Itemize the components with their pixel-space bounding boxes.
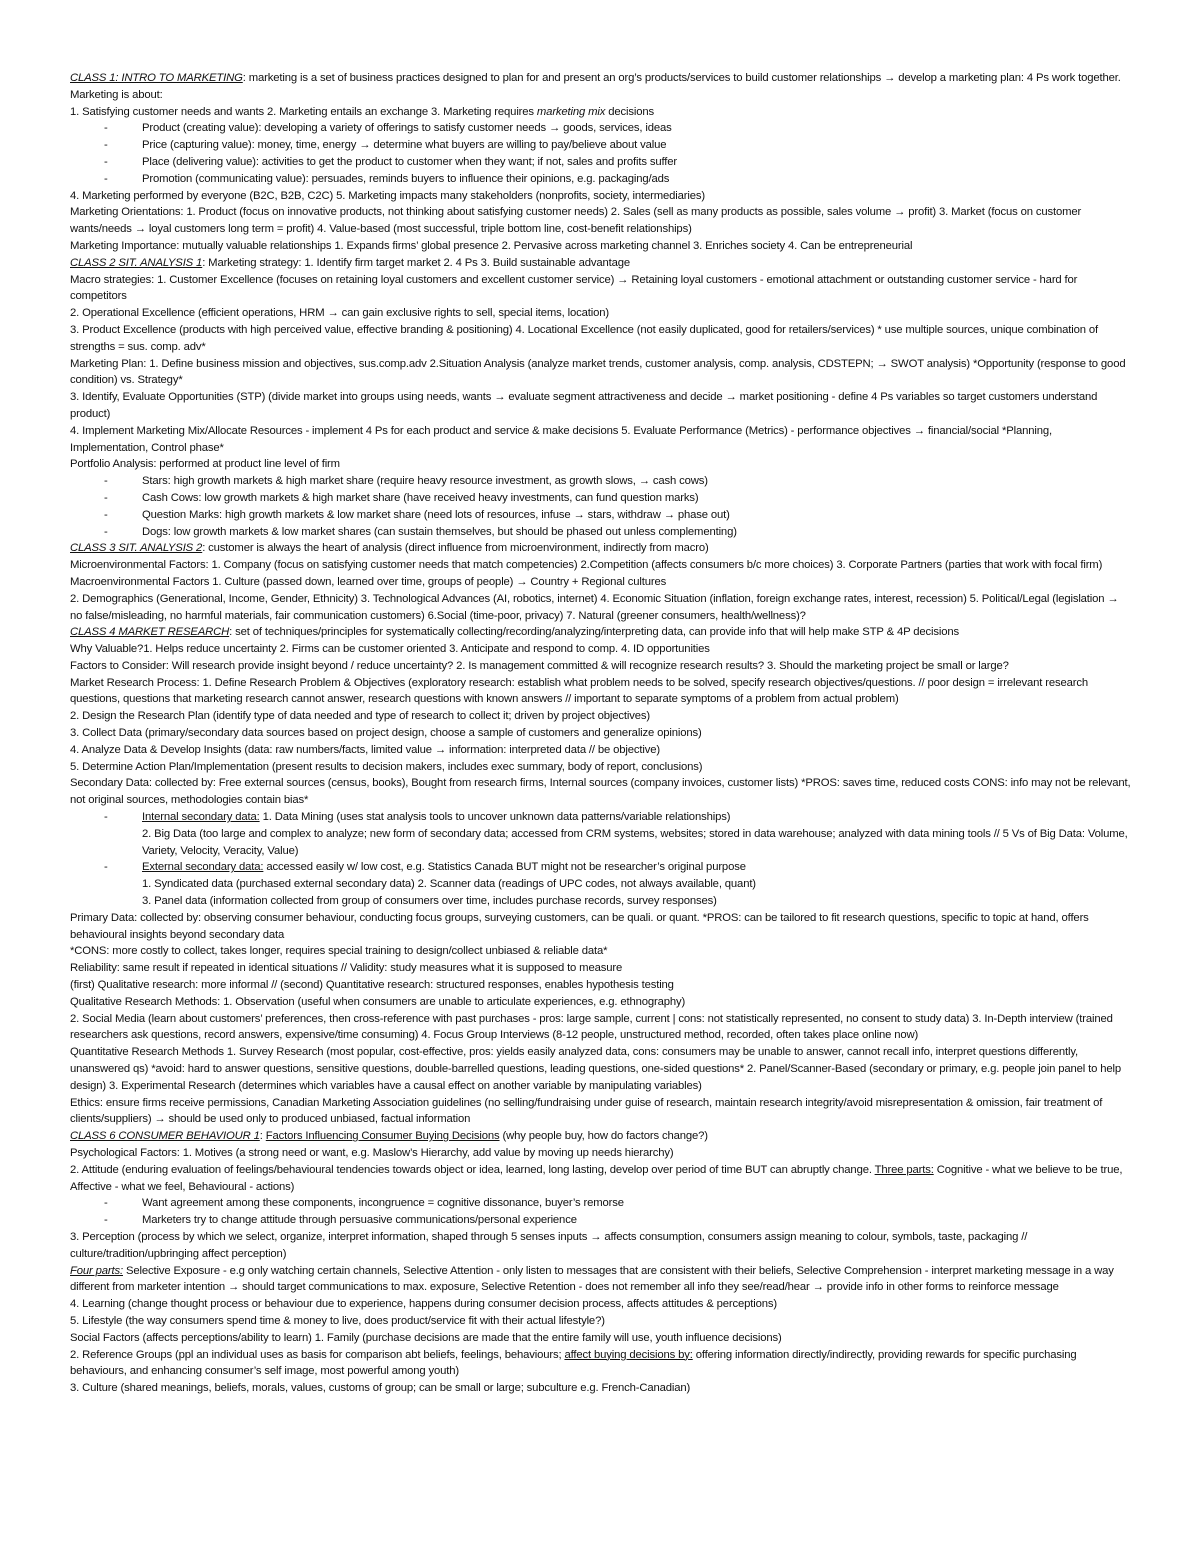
emphasized-text: Four parts: xyxy=(70,1264,123,1277)
emphasized-text: CLASS 3 SIT. ANALYSIS 2 xyxy=(70,542,203,555)
text-run: Place (delivering value): activities to get the product to customer when they want; if not, sales and profits suffer xyxy=(142,155,677,168)
paragraph xyxy=(70,574,1132,591)
paragraph xyxy=(70,977,1132,994)
paragraph xyxy=(70,658,1132,675)
text-run: (first) Qualitative research: more informal // (second) Quantitative research: structured responses, enables hypothesis testing xyxy=(70,979,674,992)
text-run: 3. Panel data (information collected from group of consumers over time, includes purchase records, survey responses) xyxy=(142,895,717,908)
text-run: 2. Operational Excellence (efficient operations, HRM → can gain exclusive rights to sell, special items, location) xyxy=(70,307,610,320)
text-run: 5. Determine Action Plan/Implementation (present results to decision makers, includes exec summary, body of report, conclusions) xyxy=(70,760,703,773)
paragraph xyxy=(70,322,1132,356)
text-run: 4. Implement Marketing Mix/Allocate Resources - implement 4 Ps for each product and service & make decisions 5. Evaluate Performance (Metrics) - performance objectives → financial/social *Planning, Implementation, Control phase* xyxy=(70,424,1052,454)
emphasized-text: CLASS 2 SIT. ANALYSIS 1 xyxy=(70,256,203,269)
paragraph xyxy=(70,591,1132,625)
text-run: 5. Lifestyle (the way consumers spend time & money to live, does product/service fit with their actual lifestyle?) xyxy=(70,1314,605,1327)
indented-paragraph xyxy=(70,826,1132,860)
bullet-item xyxy=(70,171,1132,188)
text-run: Qualitative Research Methods: 1. Observation (useful when consumers are unable to articulate experiences, e.g. ethnography) xyxy=(70,995,686,1008)
text-run: Marketing Importance: mutually valuable relationships 1. Expands firms’ global presence 2. Pervasive across marketing channel 3. Enriches society 4. Can be entrepreneurial xyxy=(70,239,913,252)
emphasized-text: affect buying decisions by: xyxy=(564,1348,693,1361)
text-run: Promotion (communicating value): persuades, reminds buyers to influence their opinions, e.g. packaging/ads xyxy=(142,172,670,185)
text-run: 3. Identify, Evaluate Opportunities (STP) (divide market into groups using needs, wants → evaluate segment attractiveness and decide → market positioning - define 4 Ps variables so target customers understand product) xyxy=(70,391,1098,420)
text-run: Macro strategies: 1. Customer Excellence (focuses on retaining loyal customers and excellent customer service) → Retaining loyal customers - emotional attachment or outstanding customer service - hard for competitors xyxy=(70,273,1078,303)
text-run: 4. Marketing performed by everyone (B2C, B2B, C2C) 5. Marketing impacts many stakeholders (nonprofits, society, intermediaries) xyxy=(70,189,705,202)
text-run: 4. Learning (change thought process or behaviour due to experience, happens during consumer decision process, affects attitudes & perceptions) xyxy=(70,1298,777,1311)
paragraph xyxy=(70,204,1132,238)
bullet-item xyxy=(70,859,1132,876)
text-run: offering information directly/indirectly, providing rewards for specific purchasing behaviours, and enhancing consumer’s self image, most powerful among youth) xyxy=(70,1348,1077,1378)
bullet-item xyxy=(70,490,1132,507)
paragraph xyxy=(70,725,1132,742)
emphasized-text: marketing mix xyxy=(536,105,606,118)
emphasized-text: CLASS 6 CONSUMER BEHAVIOUR 1 xyxy=(70,1130,260,1143)
bullet-item xyxy=(70,154,1132,171)
emphasized-text: CLASS 1: INTRO TO MARKETING xyxy=(70,72,243,84)
bullet-item xyxy=(70,1195,1132,1212)
text-run: : Marketing strategy: 1. Identify firm target market 2. 4 Ps 3. Build sustainable advantage xyxy=(202,256,630,269)
paragraph xyxy=(70,960,1132,977)
paragraph xyxy=(70,775,1132,809)
text-run: Psychological Factors: 1. Motives (a strong need or want, e.g. Maslow’s Hierarchy, add value by moving up needs hierarchy) xyxy=(70,1147,674,1159)
text-run: Cash Cows: low growth markets & high market share (have received heavy investments, can fund question marks) xyxy=(142,491,699,504)
paragraph xyxy=(70,1128,1132,1145)
paragraph xyxy=(70,255,1132,272)
text-run: Stars: high growth markets & high market share (require heavy resource investment, as growth slows, → cash cows) xyxy=(142,475,708,488)
text-run: : customer is always the heart of analysis (direct influence from microenvironment, indirectly from macro) xyxy=(202,542,709,555)
emphasized-text: Internal secondary data: xyxy=(142,811,260,824)
paragraph xyxy=(70,1347,1132,1381)
text-run: 2. Reference Groups (ppl an individual uses as basis for comparison abt beliefs, feelings, behaviours; xyxy=(70,1348,565,1361)
bullet-item xyxy=(70,809,1132,826)
paragraph xyxy=(70,1229,1132,1263)
text-run: 1. Data Mining (uses stat analysis tools to uncover unknown data patterns/variable relationships) xyxy=(259,811,731,824)
paragraph xyxy=(70,1313,1132,1330)
paragraph xyxy=(70,272,1132,306)
text-run: Secondary Data: collected by: Free external sources (census, books), Bought from research firms, Internal sources (company invoices, customer lists) *PROS: saves time, reduced costs CONS: info may not be relevant, not original sources, methodologies contain bias* xyxy=(70,777,1131,807)
paragraph xyxy=(70,1380,1132,1397)
text-run: Marketers try to change attitude through persuasive communications/personal experience xyxy=(142,1214,577,1227)
paragraph xyxy=(70,70,1132,104)
text-run: 2. Demographics (Generational, Income, Gender, Ethnicity) 3. Technological Advances (AI, robotics, internet) 4. Economic Situation (inflation, foreign exchange rates, interest, recession) 5. Political/Legal (legislation → no false/misleading, no harmful materials, fair communication customers) 6.Social (time-poor, privacy) 7. Natural (greener consumers, health/wellness)? xyxy=(70,592,1119,622)
text-run: : xyxy=(259,1130,266,1143)
paragraph xyxy=(70,1095,1132,1129)
paragraph xyxy=(70,1263,1132,1297)
text-run: 2. Big Data (too large and complex to analyze; new form of secondary data; accessed from CRM systems, websites; stored in data warehouse; analyzed with data mining tools // 5 Vs of Big Data: Volume, Variety, Velocity, Veracity, Value) xyxy=(142,827,1128,857)
paragraph xyxy=(70,540,1132,557)
text-run: 1. Syndicated data (purchased external secondary data) 2. Scanner data (readings of UPC codes, not always available, quant) xyxy=(142,878,756,891)
text-run: Selective Exposure - e.g only watching certain channels, Selective Attention - only listen to messages that are consistent with their beliefs, Selective Comprehension - interpret marketing message in a way different from marketer intention → should target communications to max. exposure, Selective Retention - does not remember all info they see/read/hear → provide info in other forms to reinforce message xyxy=(70,1264,1114,1294)
paragraph xyxy=(70,1330,1132,1347)
text-run: Quantitative Research Methods 1. Survey Research (most popular, cost-effective, pros: yields easily analyzed data, cons: consumers may be unable to answer, cannot recall info, interpret questions differently, unanswered qs) *avoid: hard to answer questions, sensitive questions, double-barrelled questions, leading questions, one-sided questions* 2. Panel/Scanner-Based (secondary or primary, e.g. people join panel to help design) 3. Experimental Research (determines which variables have a causal effect on another variable by manipulating variables) xyxy=(70,1046,1121,1092)
text-run: 3. Culture (shared meanings, beliefs, morals, values, customs of group; can be small or large; subculture e.g. French-Canadian) xyxy=(70,1382,691,1395)
text-run: Cognitive - what we believe to be true, Affective - what we feel, Behavioural - actions) xyxy=(70,1163,1123,1193)
emphasized-text: Three parts: xyxy=(874,1163,934,1176)
paragraph xyxy=(70,557,1132,574)
paragraph xyxy=(70,910,1132,944)
text-run: Want agreement among these components, incongruence = cognitive dissonance, buyer’s remorse xyxy=(142,1197,624,1210)
text-run: 2. Design the Research Plan (identify type of data needed and type of research to collect it; driven by project objectives) xyxy=(70,710,650,723)
text-run: Marketing Plan: 1. Define business mission and objectives, sus.comp.adv 2.Situation Analysis (analyze market trends, customer analysis, comp. analysis, CDSTEPN; → SWOT analysis) *Opportunity (response to good condition) vs. Strategy* xyxy=(70,357,1126,387)
text-run: Price (capturing value): money, time, energy → determine what buyers are willing to pay/believe about value xyxy=(142,139,667,152)
bullet-item xyxy=(70,507,1132,524)
paragraph xyxy=(70,1162,1132,1196)
text-run: 1. Satisfying customer needs and wants 2. Marketing entails an exchange 3. Marketing requires xyxy=(70,105,537,118)
paragraph xyxy=(70,759,1132,776)
bullet-item xyxy=(70,1212,1132,1229)
paragraph xyxy=(70,675,1132,709)
paragraph xyxy=(70,943,1132,960)
paragraph xyxy=(70,423,1132,457)
text-run: Question Marks: high growth markets & low market share (need lots of resources, infuse → stars, withdraw → phase out) xyxy=(142,508,730,521)
paragraph xyxy=(70,641,1132,658)
bullet-item xyxy=(70,473,1132,490)
paragraph xyxy=(70,624,1132,641)
bullet-item xyxy=(70,137,1132,154)
text-run: 2. Social Media (learn about customers’ preferences, then cross-reference with past purchases - pros: large sample, current | cons: not statistically represented, no consent to study data) 3. In-Depth interview (trained researchers ask questions, record answers, expensive/time consuming) 4. Focus Group Interviews (8-12 people, unstructured method, recorded, often takes place online now) xyxy=(70,1012,1113,1042)
text-run: Product (creating value): developing a variety of offerings to satisfy customer needs → goods, services, ideas xyxy=(142,122,672,135)
paragraph xyxy=(70,1044,1132,1094)
text-run: 4. Analyze Data & Develop Insights (data: raw numbers/facts, limited value → information: interpreted data // be objective) xyxy=(70,743,661,756)
paragraph xyxy=(70,456,1132,473)
emphasized-text: Factors Influencing Consumer Buying Decisions xyxy=(265,1130,500,1143)
paragraph xyxy=(70,238,1132,255)
paragraph xyxy=(70,742,1132,759)
text-run: Ethics: ensure firms receive permissions, Canadian Marketing Association guidelines (no selling/fundraising under guise of research, maintain research integrity/avoid misrepresentation & omission, fair treatment of clients/suppliers) → should be used only to produced unbiased, factual information xyxy=(70,1096,1103,1126)
bullet-item xyxy=(70,120,1132,137)
text-run: 3. Product Excellence (products with high perceived value, effective branding & positioning) 4. Locational Excellence (not easily duplicated, good for retailers/services) * use multiple sources, unique combination of strengths = sus. comp. adv* xyxy=(70,323,1099,353)
paragraph xyxy=(70,356,1132,390)
text-run: Dogs: low growth markets & low market shares (can sustain themselves, but should be phased out unless complementing) xyxy=(142,525,737,538)
paragraph xyxy=(70,1011,1132,1045)
text-run: : marketing is a set of business practices designed to plan for and present an org’s products/services to build customer relationships → develop a marketing plan: 4 Ps work together. Marketing is about: xyxy=(70,72,1121,101)
paragraph xyxy=(70,188,1132,205)
paragraph xyxy=(70,708,1132,725)
document-page xyxy=(70,70,1132,1397)
text-run: 3. Collect Data (primary/secondary data sources based on project design, choose a sample of customers and generalize opinions) xyxy=(70,727,702,740)
text-run: : set of techniques/principles for systematically collecting/recording/analyzing/interpreting data, can provide info that will help make STP & 4P decisions xyxy=(229,626,960,639)
text-run: Portfolio Analysis: performed at product line level of firm xyxy=(70,458,340,471)
text-run: accessed easily w/ low cost, e.g. Statistics Canada BUT might not be researcher’s original purpose xyxy=(263,861,746,874)
text-run: Marketing Orientations: 1. Product (focus on innovative products, not thinking about satisfying customer needs) 2. Sales (sell as many products as possible, sales volume → profit) 3. Market (focus on customer wants/needs → loyal customers long term = profit) 4. Value-based (most successful, triple bottom line, cost-benefit relationships) xyxy=(70,206,1082,236)
bullet-item xyxy=(70,524,1132,541)
text-run: Macroenvironmental Factors 1. Culture (passed down, learned over time, groups of people) → Country + Regional cultures xyxy=(70,575,667,588)
text-run: (why people buy, how do factors change?) xyxy=(499,1130,708,1143)
emphasized-text: External secondary data: xyxy=(142,861,264,874)
paragraph xyxy=(70,389,1132,423)
emphasized-text: CLASS 4 MARKET RESEARCH xyxy=(70,626,230,639)
text-run: 2. Attitude (enduring evaluation of feelings/behavioural tendencies towards object or idea, learned, long lasting, develop over period of time BUT can abruptly change. xyxy=(70,1163,875,1176)
indented-paragraph xyxy=(70,893,1132,910)
paragraph xyxy=(70,104,1132,121)
text-run: decisions xyxy=(605,105,655,118)
text-run: Factors to Consider: Will research provide insight beyond / reduce uncertainty? 2. Is management committed & will recognize research results? 3. Should the marketing project be small or large? xyxy=(70,659,1009,672)
text-run: Market Research Process: 1. Define Research Problem & Objectives (exploratory research: establish what problem needs to be solved, specify research objectives/questions. // poor design = irrelevant research questions, questions that marketing research cannot answer, research questions with known answers // important to separate symptoms of a problem from actual problem) xyxy=(70,676,1089,706)
paragraph xyxy=(70,1296,1132,1313)
text-run: Primary Data: collected by: observing consumer behaviour, conducting focus groups, surveying customers, can be quali. or quant. *PROS: can be tailored to fit research questions, specific to topic at hand, offers behavioural insights beyond secondary data xyxy=(70,911,1089,941)
indented-paragraph xyxy=(70,876,1132,893)
text-run: Why Valuable?1. Helps reduce uncertainty 2. Firms can be customer oriented 3. Anticipate and respond to comp. 4. ID opportunities xyxy=(70,643,710,656)
text-run: *CONS: more costly to collect, takes longer, requires special training to design/collect unbiased & reliable data* xyxy=(70,945,608,958)
text-run: 3. Perception (process by which we select, organize, interpret information, shaped through 5 senses inputs → affects consumption, consumers assign meaning to colour, symbols, taste, packaging // culture/tradition/upbringing affect perception) xyxy=(70,1230,1028,1260)
text-run: Reliability: same result if repeated in identical situations // Validity: study measures what it is supposed to measure xyxy=(70,962,623,975)
text-run: Social Factors (affects perceptions/ability to learn) 1. Family (purchase decisions are made that the entire family will use, youth influence decisions) xyxy=(70,1331,782,1344)
paragraph xyxy=(70,1145,1132,1162)
paragraph xyxy=(70,994,1132,1011)
text-run: Microenvironmental Factors: 1. Company (focus on satisfying customer needs that match competencies) 2.Competition (affects consumers b/c more choices) 3. Corporate Partners (parties that work with focal firm) xyxy=(70,559,1103,572)
paragraph xyxy=(70,305,1132,322)
